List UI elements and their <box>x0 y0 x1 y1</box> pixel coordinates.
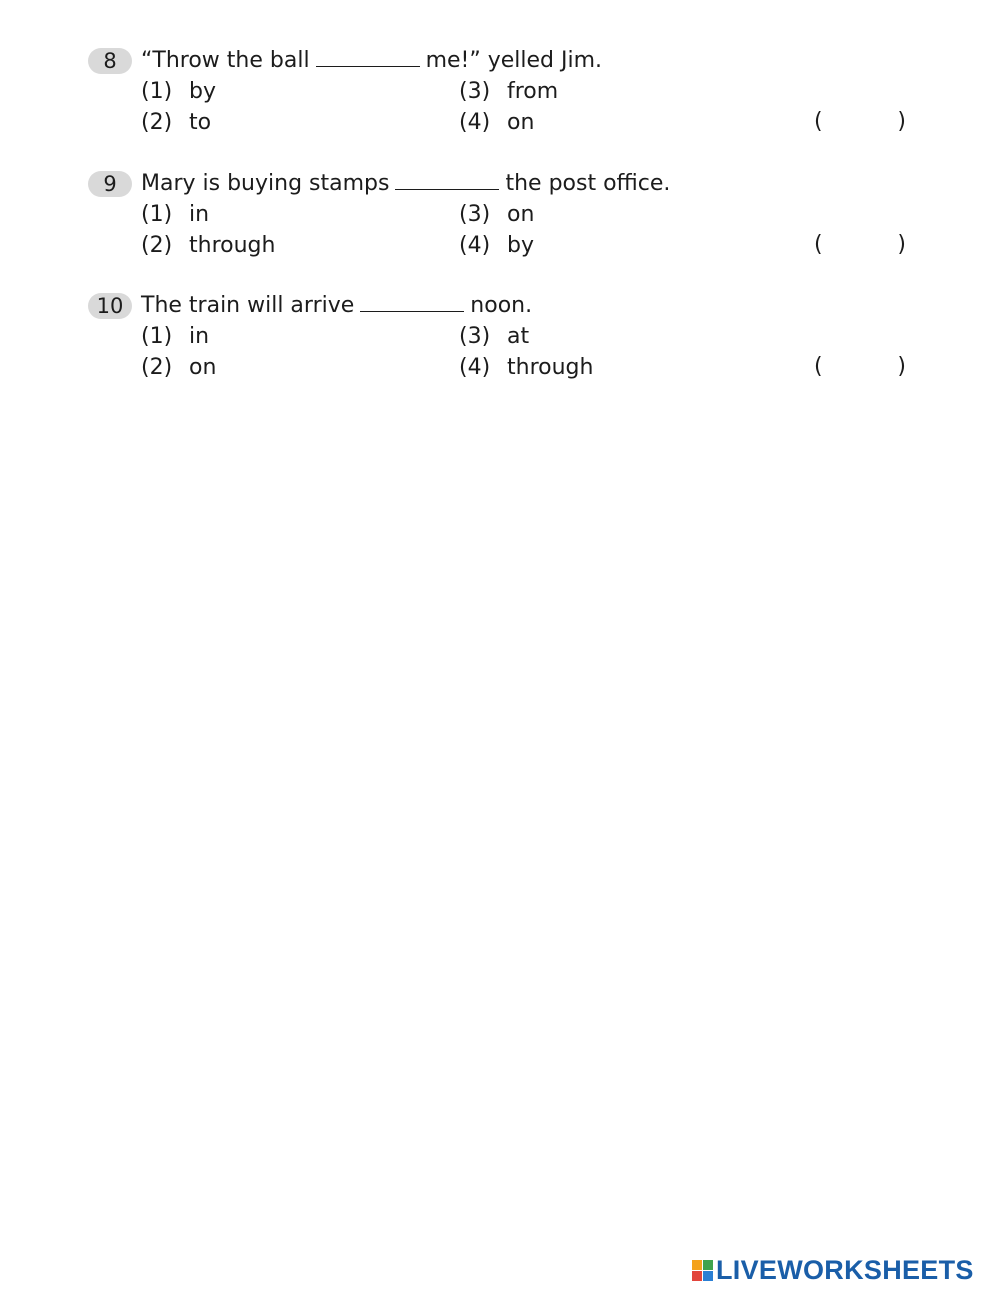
logo-block <box>703 1260 713 1270</box>
option-1 <box>141 322 209 352</box>
option-text: on <box>189 355 217 380</box>
logo-block <box>703 1271 713 1281</box>
option-text: on <box>507 110 535 135</box>
option-number: (1) <box>141 324 173 349</box>
option-number: (2) <box>141 233 173 258</box>
logo-text: LIVEWORKSHEETS <box>716 1255 974 1285</box>
question-stem <box>141 46 602 76</box>
option-text: at <box>507 324 530 349</box>
answer-box[interactable] <box>814 229 906 261</box>
option-text: by <box>189 79 216 104</box>
option-4 <box>459 108 534 138</box>
option-text: on <box>507 202 535 227</box>
option-text: to <box>189 110 212 135</box>
option-number: (4) <box>459 355 491 380</box>
option-3 <box>459 77 558 107</box>
option-number: (4) <box>459 233 491 258</box>
fill-blank <box>395 169 499 190</box>
question-stem <box>141 169 670 199</box>
option-text: in <box>189 324 210 349</box>
answer-paren-close: ) <box>897 354 906 379</box>
stem-text-after: the post office. <box>505 171 671 196</box>
fill-blank <box>360 291 464 312</box>
answer-box[interactable] <box>814 351 906 383</box>
question-10 <box>88 291 928 391</box>
option-text: in <box>189 202 210 227</box>
option-1 <box>141 77 216 107</box>
liveworksheets-logo <box>692 1255 974 1285</box>
answer-box[interactable] <box>814 106 906 138</box>
question-number-badge: 10 <box>88 293 132 319</box>
question-9 <box>88 169 928 269</box>
option-3 <box>459 200 534 230</box>
answer-paren-open: ( <box>814 109 823 134</box>
stem-text-before: “Throw the ball <box>141 48 310 73</box>
option-1 <box>141 200 209 230</box>
answer-paren-open: ( <box>814 354 823 379</box>
option-number: (3) <box>459 324 491 349</box>
answer-paren-close: ) <box>897 232 906 257</box>
option-text: through <box>189 233 276 258</box>
fill-blank <box>316 46 420 67</box>
stem-text-after: me!” yelled Jim. <box>425 48 603 73</box>
option-text: through <box>507 355 594 380</box>
option-number: (2) <box>141 110 173 135</box>
option-3 <box>459 322 529 352</box>
stem-text-before: The train will arrive <box>141 293 355 318</box>
option-number: (3) <box>459 79 491 104</box>
logo-block <box>692 1271 702 1281</box>
option-4 <box>459 353 593 383</box>
option-number: (4) <box>459 110 491 135</box>
option-number: (3) <box>459 202 491 227</box>
stem-text-before: Mary is buying stamps <box>141 171 390 196</box>
option-text: from <box>507 79 559 104</box>
option-text: by <box>507 233 534 258</box>
question-stem <box>141 291 532 321</box>
question-8 <box>88 46 928 146</box>
stem-text-after: noon. <box>470 293 533 318</box>
option-2 <box>141 231 275 261</box>
question-number-badge: 8 <box>88 48 132 74</box>
answer-paren-close: ) <box>897 109 906 134</box>
option-4 <box>459 231 534 261</box>
option-number: (1) <box>141 202 173 227</box>
option-number: (1) <box>141 79 173 104</box>
logo-block <box>692 1260 702 1270</box>
answer-paren-open: ( <box>814 232 823 257</box>
question-number-badge: 9 <box>88 171 132 197</box>
option-2 <box>141 108 211 138</box>
option-2 <box>141 353 216 383</box>
option-number: (2) <box>141 355 173 380</box>
logo-blocks-icon <box>692 1260 713 1281</box>
